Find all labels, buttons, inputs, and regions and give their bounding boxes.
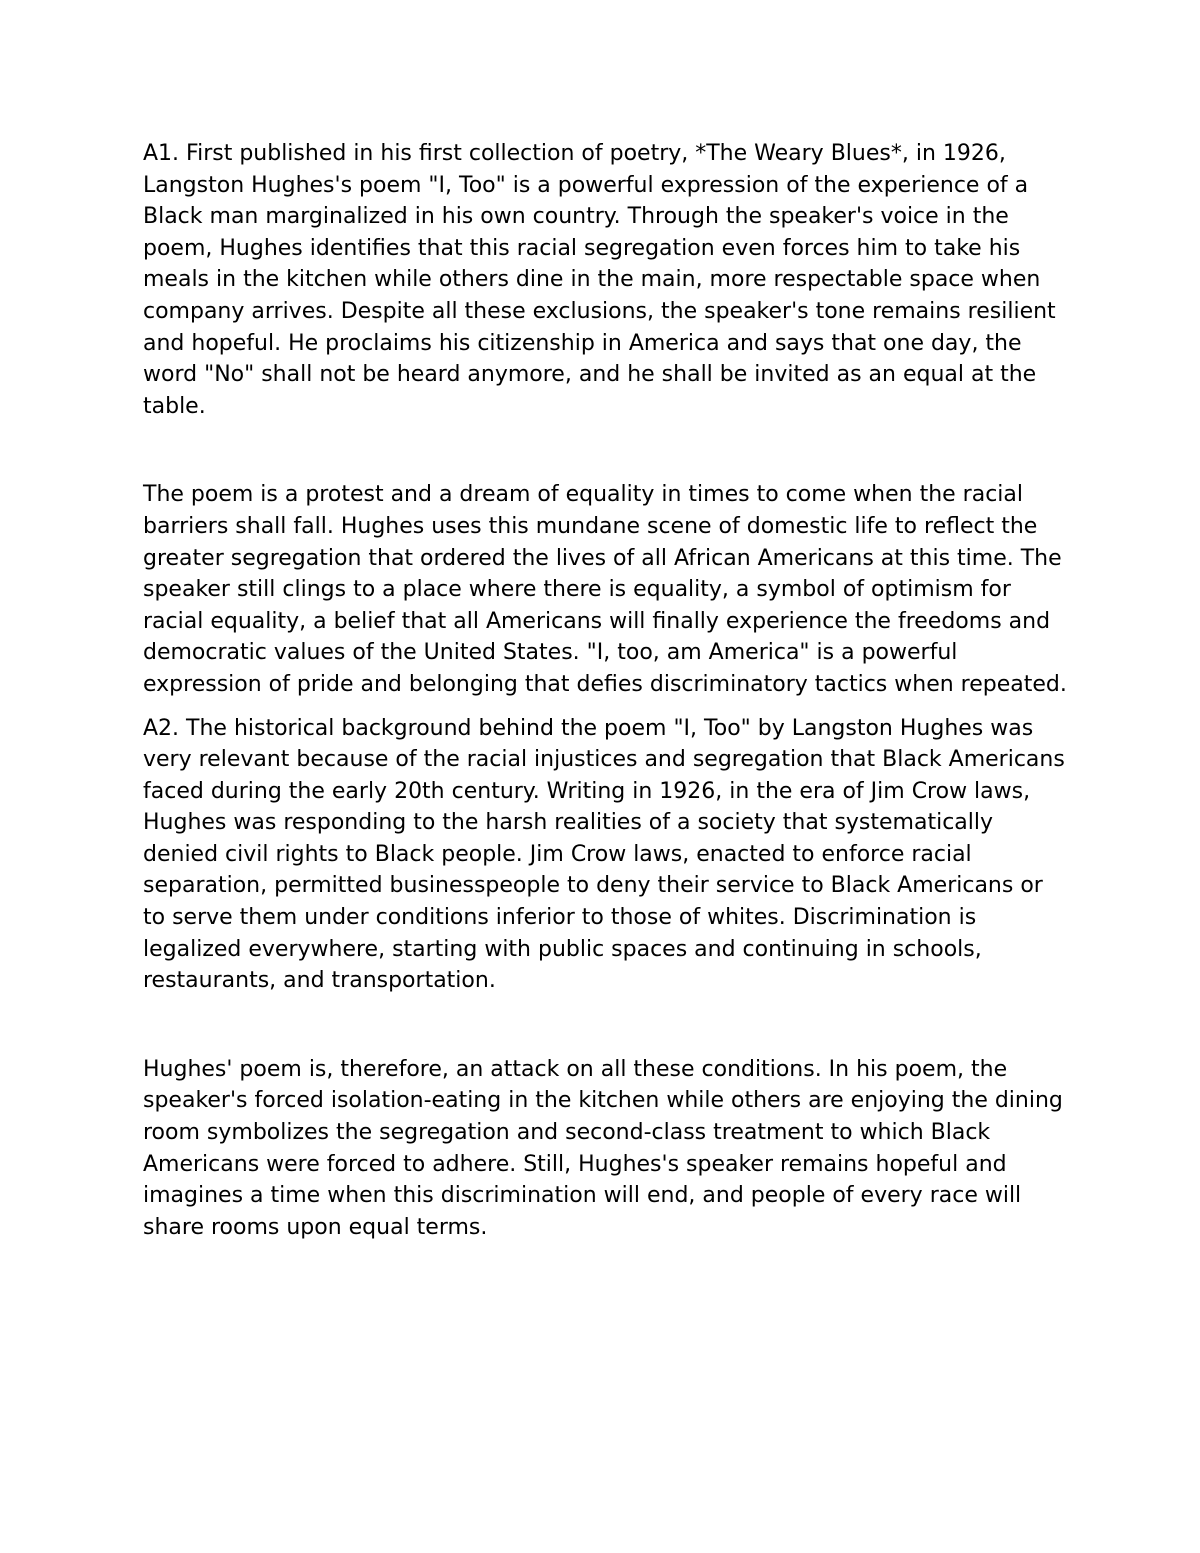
paragraph-a1-protest: The poem is a protest and a dream of equality in times to come when the racial barriers shall fall. Hughes uses this mundane scene of domestic life to reflect the greater segregation that ordered the lives of all African Americans at this time. The speaker still clings to a place where there is equality, a symbol of optimism for racial equality, a belief that all Americans will finally experience the freedoms and democratic values of the United States. "I, too, am America" is a powerful expression of pride and belonging that defies discriminatory tactics when repeated. <box>143 482 1067 697</box>
paragraph-a2-attack: Hughes' poem is, therefore, an attack on all these conditions. In his poem, the speaker's forced isolation-eating in the kitchen while others are enjoying the dining room symbolizes the segregation and second-class treatment to which Black Americans were forced to adhere. Still, Hughes's speaker remains hopeful and imagines a time when this discrimination will end, and people of every race will share rooms upon equal terms. <box>143 1056 1063 1240</box>
paragraph-a2-background: A2. The historical background behind the poem "I, Too" by Langston Hughes was very relevant because of the racial injustices and segregation that Black Americans faced during the early 20th century. Writing in 1926, in the era of Jim Crow laws, Hughes was responding to the harsh realities of a society that systematically denied civil rights to Black people. Jim Crow laws, enacted to enforce racial separation, permitted businesspeople to deny their service to Black Americans or to serve them under conditions inferior to those of whites. Discrimination is legalized everywhere, starting with public spaces and continuing in schools, restaurants, and transportation. <box>143 715 1065 994</box>
document-body <box>143 138 1068 1243</box>
paragraph-a1-intro: A1. First published in his first collection of poetry, *The Weary Blues*, in 1926, Langston Hughes's poem "I, Too" is a powerful expression of the experience of a Black man marginalized in his own country. Through the speaker's voice in the poem, Hughes identifies that this racial segregation even forces him to take his meals in the kitchen while others dine in the main, more respectable space when company arrives. Despite all these exclusions, the speaker's tone remains resilient and hopeful. He proclaims his citizenship in America and says that one day, the word "No" shall not be heard anymore, and he shall be invited as an equal at the table. <box>143 141 1056 419</box>
